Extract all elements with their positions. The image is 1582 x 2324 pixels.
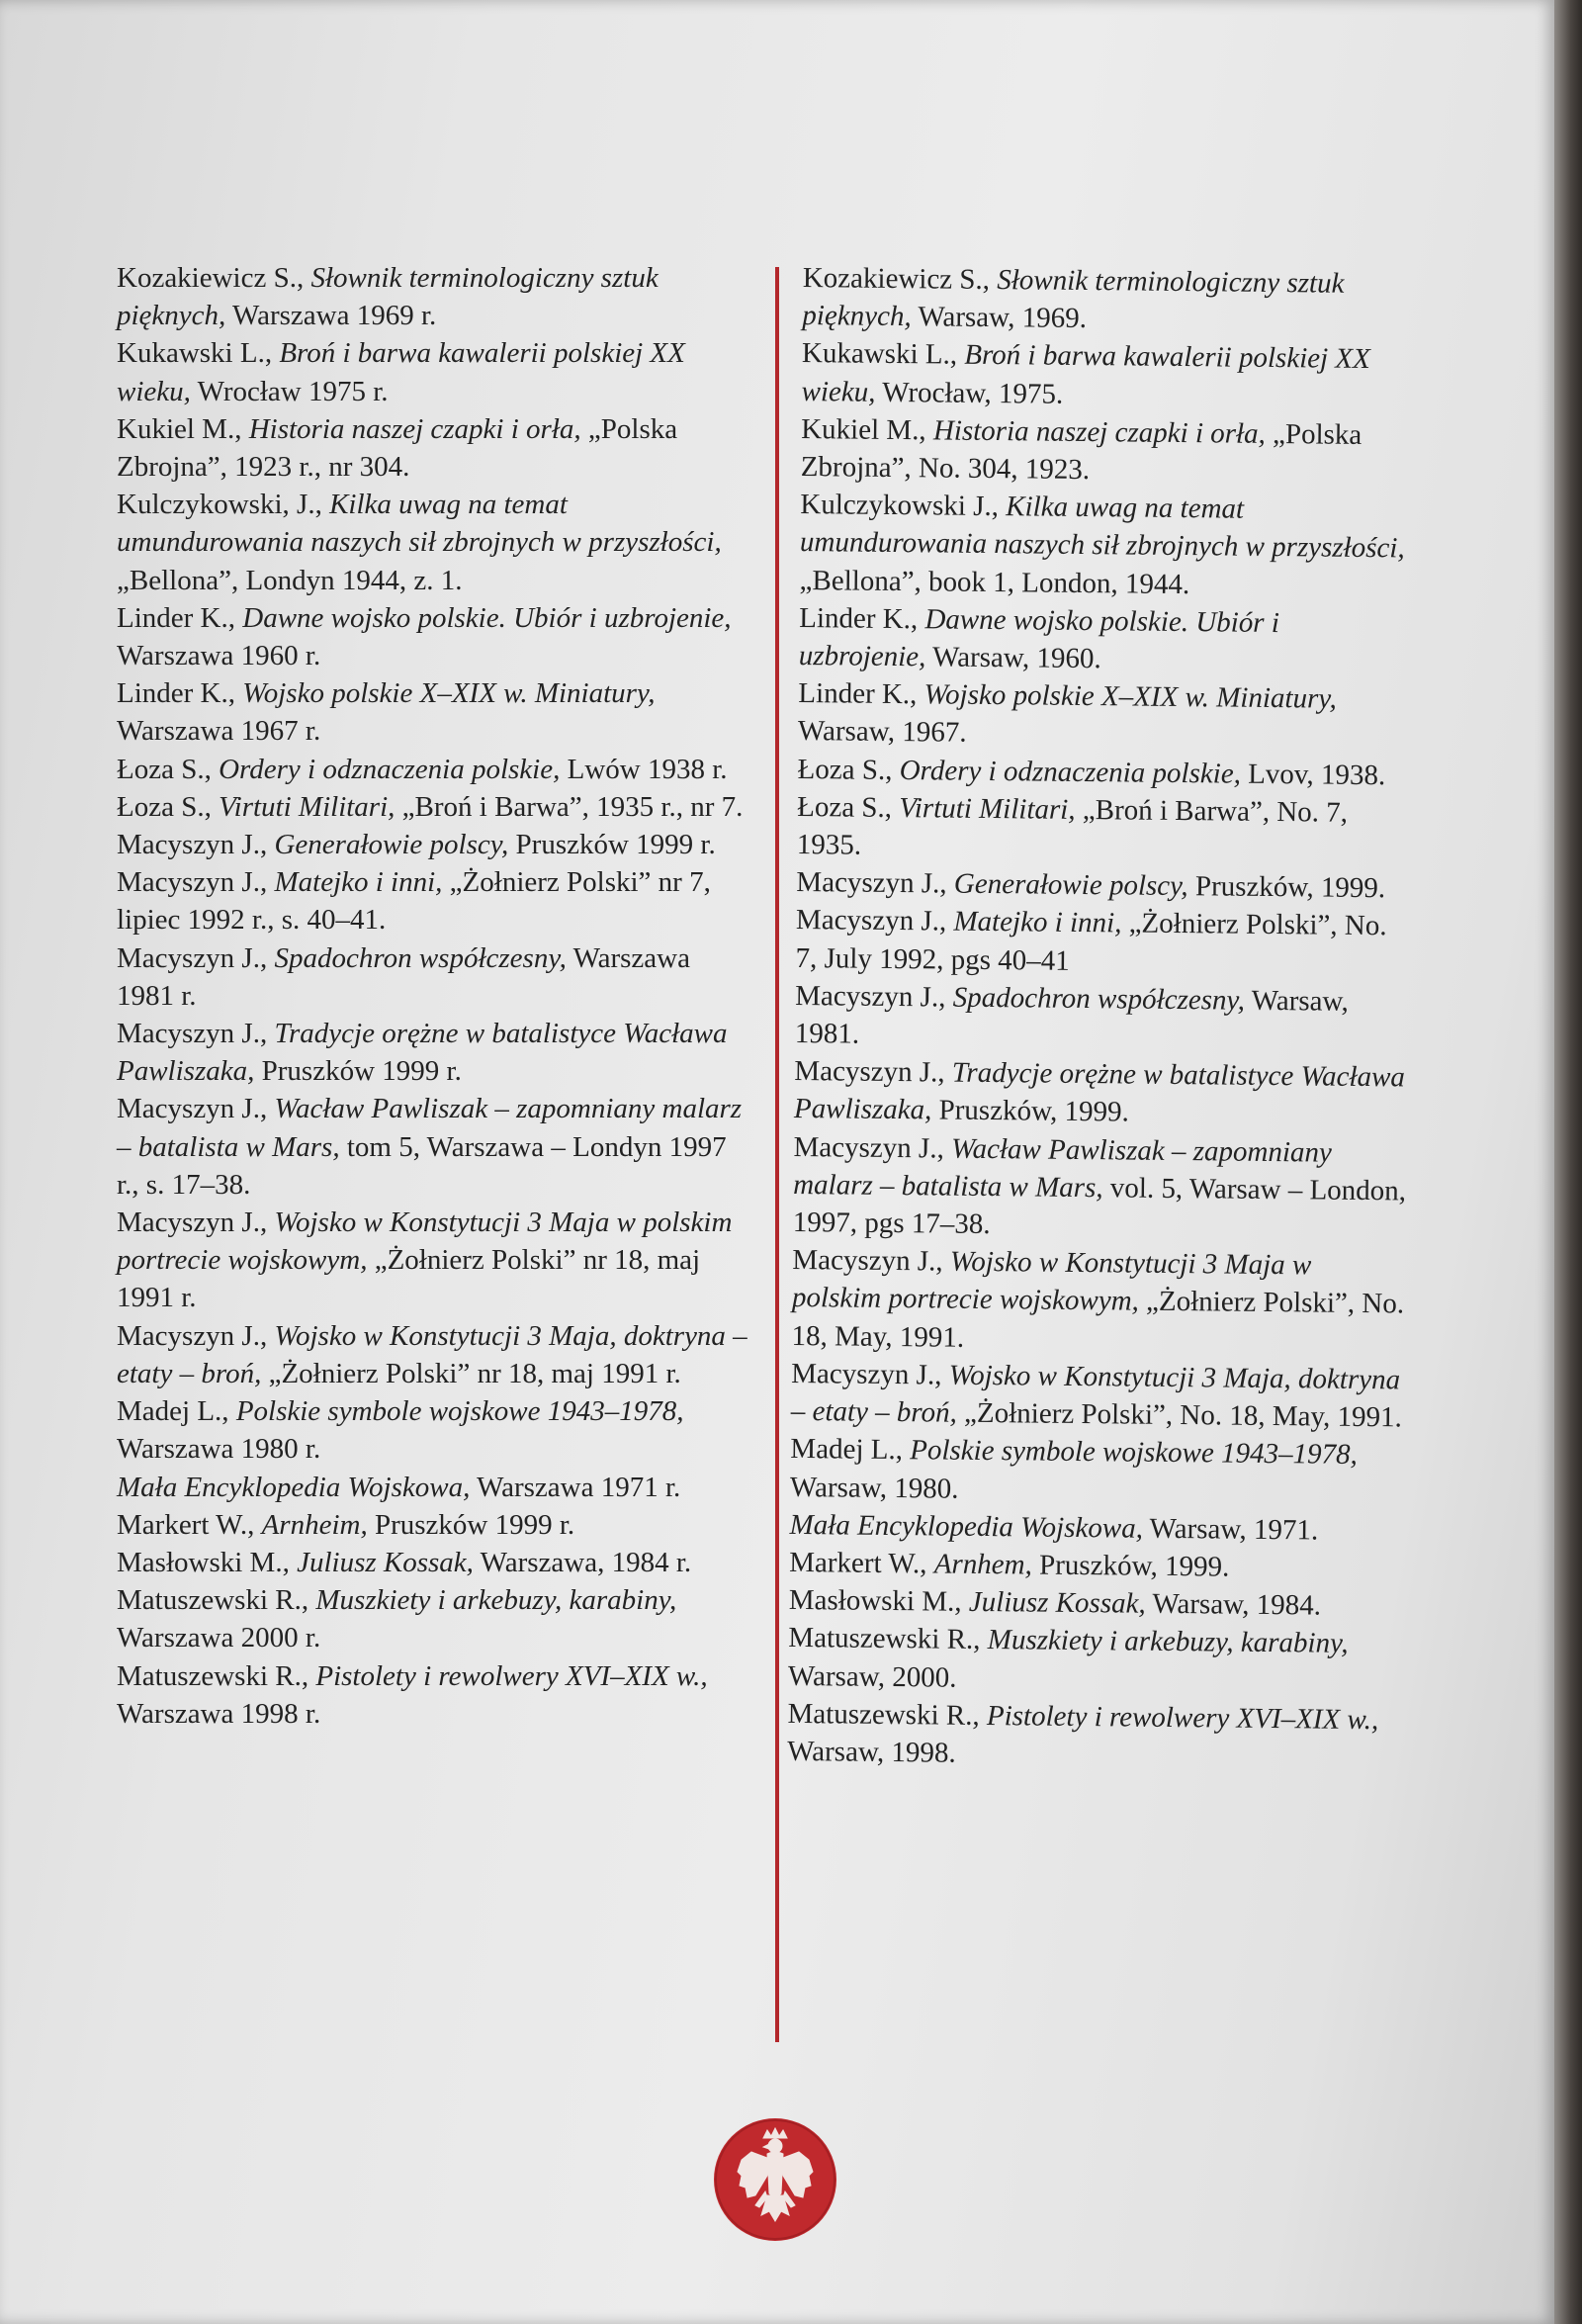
bibliography-entry [795,977,1409,1059]
bibliography-entry [117,1015,749,1090]
entry-details: Wrocław 1975 r. [190,375,389,407]
bibliography-entry [117,599,749,674]
entry-details: Pruszków 1999 r. [367,1508,575,1541]
entry-title: Polskie symbole wojskowe 1943–1978, [910,1434,1359,1472]
entry-author: Łoza S., [117,790,220,823]
entry-author: Matuszewski R., [117,1659,316,1692]
entry-title: Virtuti Militari, [219,790,396,823]
entry-author: Macyszyn J., [794,1055,953,1089]
entry-details: „Broń i Barwa”, 1935 r., nr 7. [395,790,744,823]
entry-details: Warsaw, 1960. [925,641,1101,675]
entry-title: Matejko i inni, [953,906,1122,939]
entry-title: Wacław Pawliszak – zapomniany malarz – batalista w Mars, [793,1132,1333,1205]
entry-author: Madej L., [117,1395,236,1428]
entry-author: Macyszyn J., [117,829,275,861]
bibliography-entry [117,1657,749,1733]
entry-title: Wacław Pawliszak – zapomniany malarz – batalista w Mars, [117,1093,743,1163]
entry-title: Pistolety i rewolwery XVI–XIX w., [986,1699,1379,1736]
entry-details: Pruszków, 1999. [931,1094,1130,1128]
entry-details: „Żołnierz Polski”, No. 7, July 1992, pgs 40–41 [795,907,1387,977]
entry-details: Pruszków, 1999. [1031,1549,1230,1583]
entry-author: Linder K., [117,677,243,710]
entry-details: Pruszków 1999 r. [254,1055,462,1088]
entry-title: Dawne wojsko polskie. Ubiór i uzbrojenie, [242,601,732,634]
entry-title: Wojsko polskie X–XIX w. Miniatury, [923,678,1338,715]
entry-details: vol. 5, Warsaw – London, 1997, pgs 17–38. [792,1172,1407,1241]
entry-details: Warsaw, 1969. [911,301,1088,335]
entry-author: Łoza S., [797,790,900,824]
bibliography-entry [117,1581,749,1656]
entry-details: Warszawa 1967 r. [117,715,321,748]
entry-details: „Żołnierz Polski”, No. 18, May, 1991. [791,1286,1405,1354]
entry-author: Kukawski L., [117,337,280,370]
bibliography-entry [117,1469,749,1506]
bibliography-entry [793,1128,1407,1248]
entry-title: Kilka uwag na temat umundurowania naszych sił zbrojnych w przyszłości, [117,489,722,559]
entry-author: Macyszyn J., [791,1357,949,1391]
bibliography-entry [117,1090,749,1204]
entry-title: Broń i barwa kawalerii polskiej XX wieku, [801,339,1370,408]
entry-author: Matuszewski R., [788,1622,988,1656]
entry-author: Macyszyn J., [117,1093,275,1125]
entry-title: Wojsko w Konstytucji 3 Maja, doktryna – etaty – broń, [117,1319,747,1389]
entry-title: Słownik terminologiczny sztuk pięknych, [802,264,1345,333]
entry-details: Lvov, 1938. [1240,758,1386,791]
bibliography-entry [117,1544,749,1581]
entry-title: Broń i barwa kawalerii polskiej XX wieku, [117,337,685,407]
bibliography-entry [789,1506,1402,1551]
entry-title: Spadochron współczesny, [952,981,1246,1017]
polish-eagle-icon [712,2116,838,2243]
bibliography-entry [117,939,749,1015]
entry-details: „Polska Zbrojna”, No. 304, 1923. [800,417,1362,487]
entry-title: Juliusz Kossak, [297,1546,474,1578]
bibliography-entry [117,486,749,599]
bibliography-entry [117,259,749,334]
bibliography-entry [802,259,1416,341]
entry-title: Juliusz Kossak, [968,1585,1146,1620]
entry-author: Macyszyn J., [117,1207,275,1239]
entry-title: Wojsko w Konstytucji 3 Maja w polskim portrecie wojskowym, [791,1245,1312,1318]
entry-author: Macyszyn J., [117,866,275,899]
entry-details: tom 5, Warszawa – Londyn 1997 r., s. 17–38. [117,1130,727,1201]
entry-details: Warsaw, 1980. [789,1471,959,1505]
bibliography-entry [801,334,1415,416]
entry-details: Warsaw, 1971. [1142,1512,1319,1547]
entry-title: Muszkiety i arkebuzy, karabiny, [315,1584,677,1617]
entry-author: Macyszyn J., [117,1319,275,1352]
entry-details: „Polska Zbrojna”, 1923 r., nr 304. [117,412,678,484]
entry-details: „Żołnierz Polski” nr 18, maj 1991 r. [117,1244,701,1314]
entry-author: Macyszyn J., [792,1244,951,1278]
bibliography-entry [796,863,1409,908]
entry-author: Macyszyn J., [796,866,955,900]
bibliography-entry [799,486,1413,605]
entry-author: Macyszyn J., [117,1018,275,1050]
entry-author: Linder K., [798,677,924,711]
bibliography-entry [801,410,1415,492]
bibliography-entry [117,788,749,826]
entry-details: Pruszków 1999 r. [508,829,716,861]
entry-author: Kozakiewicz S., [117,262,311,294]
bibliography-entry [117,410,749,486]
bibliography-polish [117,259,749,1733]
entry-details: „Bellona”, book 1, London, 1944. [799,564,1190,600]
entry-author: Kukiel M., [801,412,934,447]
entry-title: Tradycje orężne w batalistyce Wacława Pawliszaka, [117,1018,728,1088]
entry-title: Tradycje orężne w batalistyce Wacława Pawliszaka, [793,1056,1406,1126]
entry-details: Warsaw, 1998. [787,1735,956,1769]
bibliography-entry [117,751,749,788]
entry-title: Mała Encyklopedia Wojskowa, [789,1508,1144,1545]
bibliography-entry [789,1581,1402,1626]
entry-author: Linder K., [799,601,925,636]
entry-details: „Bellona”, Londyn 1944, z. 1. [117,564,463,596]
bibliography-entry [117,1204,749,1317]
bibliography-entry [117,1506,749,1544]
entry-details: Warszawa 1969 r. [225,300,437,332]
entry-author: Macyszyn J., [793,1130,952,1165]
entry-title: Kilka uwag na temat umundurowania naszych sił zbrojnych w przyszłości, [799,491,1405,565]
entry-title: Muszkiety i arkebuzy, karabiny, [987,1624,1349,1660]
entry-title: Wojsko polskie X–XIX w. Miniatury, [242,677,656,710]
entry-details: „Żołnierz Polski” nr 7, lipiec 1992 r., s. 40–41. [117,866,711,937]
entry-author: Markert W., [117,1508,262,1541]
bibliography-entry [117,1317,749,1392]
entry-title: Arnheim, [261,1508,368,1541]
entry-title: Generałowie polscy, [274,829,509,861]
entry-details: Warszawa 1998 r. [117,1697,321,1730]
entry-author: Masłowski M., [788,1584,970,1618]
entry-author: Markert W., [789,1546,934,1580]
entry-details: Warsaw, 1981. [794,984,1349,1050]
entry-title: Wojsko w Konstytucji 3 Maja w polskim portrecie wojskowym, [117,1207,733,1277]
bibliography-entry [797,788,1411,870]
entry-details: Warsaw, 1967. [797,715,967,750]
entry-details: Warszawa 1981 r. [117,941,690,1012]
entry-title: Historia naszej czapki i orła, [932,414,1266,450]
column-divider [775,267,779,2042]
bibliography-entry [117,863,749,939]
bibliography-entry [798,674,1412,757]
bibliography-entry [790,1430,1404,1512]
entry-title: Mała Encyklopedia Wojskowa, [117,1471,471,1503]
entry-details: Lwów 1938 r. [560,753,728,785]
entry-title: Wojsko w Konstytucji 3 Maja, doktryna – etaty – broń, [790,1359,1401,1429]
entry-author: Matuszewski R., [787,1697,988,1732]
entry-author: Macyszyn J., [795,979,953,1014]
entry-title: Generałowie polscy, [953,867,1188,903]
entry-details: Warszawa 1971 r. [470,1471,681,1503]
entry-details: Pruszków, 1999. [1187,870,1386,905]
entry-author: Masłowski M., [117,1546,298,1578]
bibliography-entry [797,751,1410,795]
entry-author: Kulczykowski, J., [117,489,330,521]
bibliography-entry [791,1355,1405,1437]
entry-author: Łoza S., [797,753,900,786]
bibliography-entry [787,1695,1401,1777]
bibliography-entry [117,826,749,863]
entry-author: Madej L., [790,1433,911,1467]
entry-details: Warszawa 2000 r. [117,1622,321,1654]
entry-title: Słownik terminologiczny sztuk pięknych, [117,262,659,332]
entry-details: Warszawa 1960 r. [117,640,321,672]
entry-author: Łoza S., [117,753,220,785]
bibliography-english [787,259,1416,1777]
book-spine-shadow [1554,0,1582,2324]
entry-details: Warsaw, 1984. [1145,1587,1322,1622]
entry-author: Kukawski L., [801,337,965,372]
entry-author: Kozakiewicz S., [802,261,998,297]
entry-details: „Żołnierz Polski”, No. 18, May, 1991. [956,1396,1402,1434]
entry-title: Spadochron współczesny, [274,941,567,974]
entry-title: Dawne wojsko polskie. Ubiór i uzbrojenie, [798,603,1280,673]
bibliography-entry [788,1619,1402,1701]
bibliography-entry [791,1241,1405,1361]
entry-details: Warsaw, 2000. [787,1659,957,1694]
bibliography-entry [795,901,1409,983]
entry-title: Matejko i inni, [274,866,443,899]
bibliography-entry [117,674,749,750]
entry-author: Macyszyn J., [795,904,954,939]
entry-title: Historia naszej czapki i orła, [248,412,581,445]
bibliography-entry [789,1544,1402,1588]
entry-title: Arnhem, [933,1548,1033,1581]
entry-author: Matuszewski R., [117,1584,316,1617]
entry-author: Kukiel M., [117,412,249,445]
entry-details: Warszawa 1980 r. [117,1433,321,1466]
entry-title: Ordery i odznaczenia polskie, [219,753,561,785]
entry-author: Linder K., [117,601,243,634]
entry-details: Warszawa, 1984 r. [473,1546,692,1578]
entry-author: Kulczykowski J., [800,489,1007,523]
bibliography-entry [799,599,1413,681]
entry-title: Virtuti Militari, [899,791,1076,826]
entry-title: Pistolety i rewolwery XVI–XIX w., [315,1659,708,1692]
entry-title: Ordery i odznaczenia polskie, [899,754,1242,790]
bibliography-entry [117,1392,749,1468]
entry-title: Polskie symbole wojskowe 1943–1978, [235,1395,684,1428]
bibliography-entry [117,334,749,409]
entry-details: Wrocław, 1975. [875,376,1064,410]
entry-details: „Żołnierz Polski” nr 18, maj 1991 r. [261,1357,681,1389]
bibliography-entry [794,1052,1408,1134]
entry-details: „Broń i Barwa”, No. 7, 1935. [796,793,1349,861]
entry-author: Macyszyn J., [117,941,275,974]
